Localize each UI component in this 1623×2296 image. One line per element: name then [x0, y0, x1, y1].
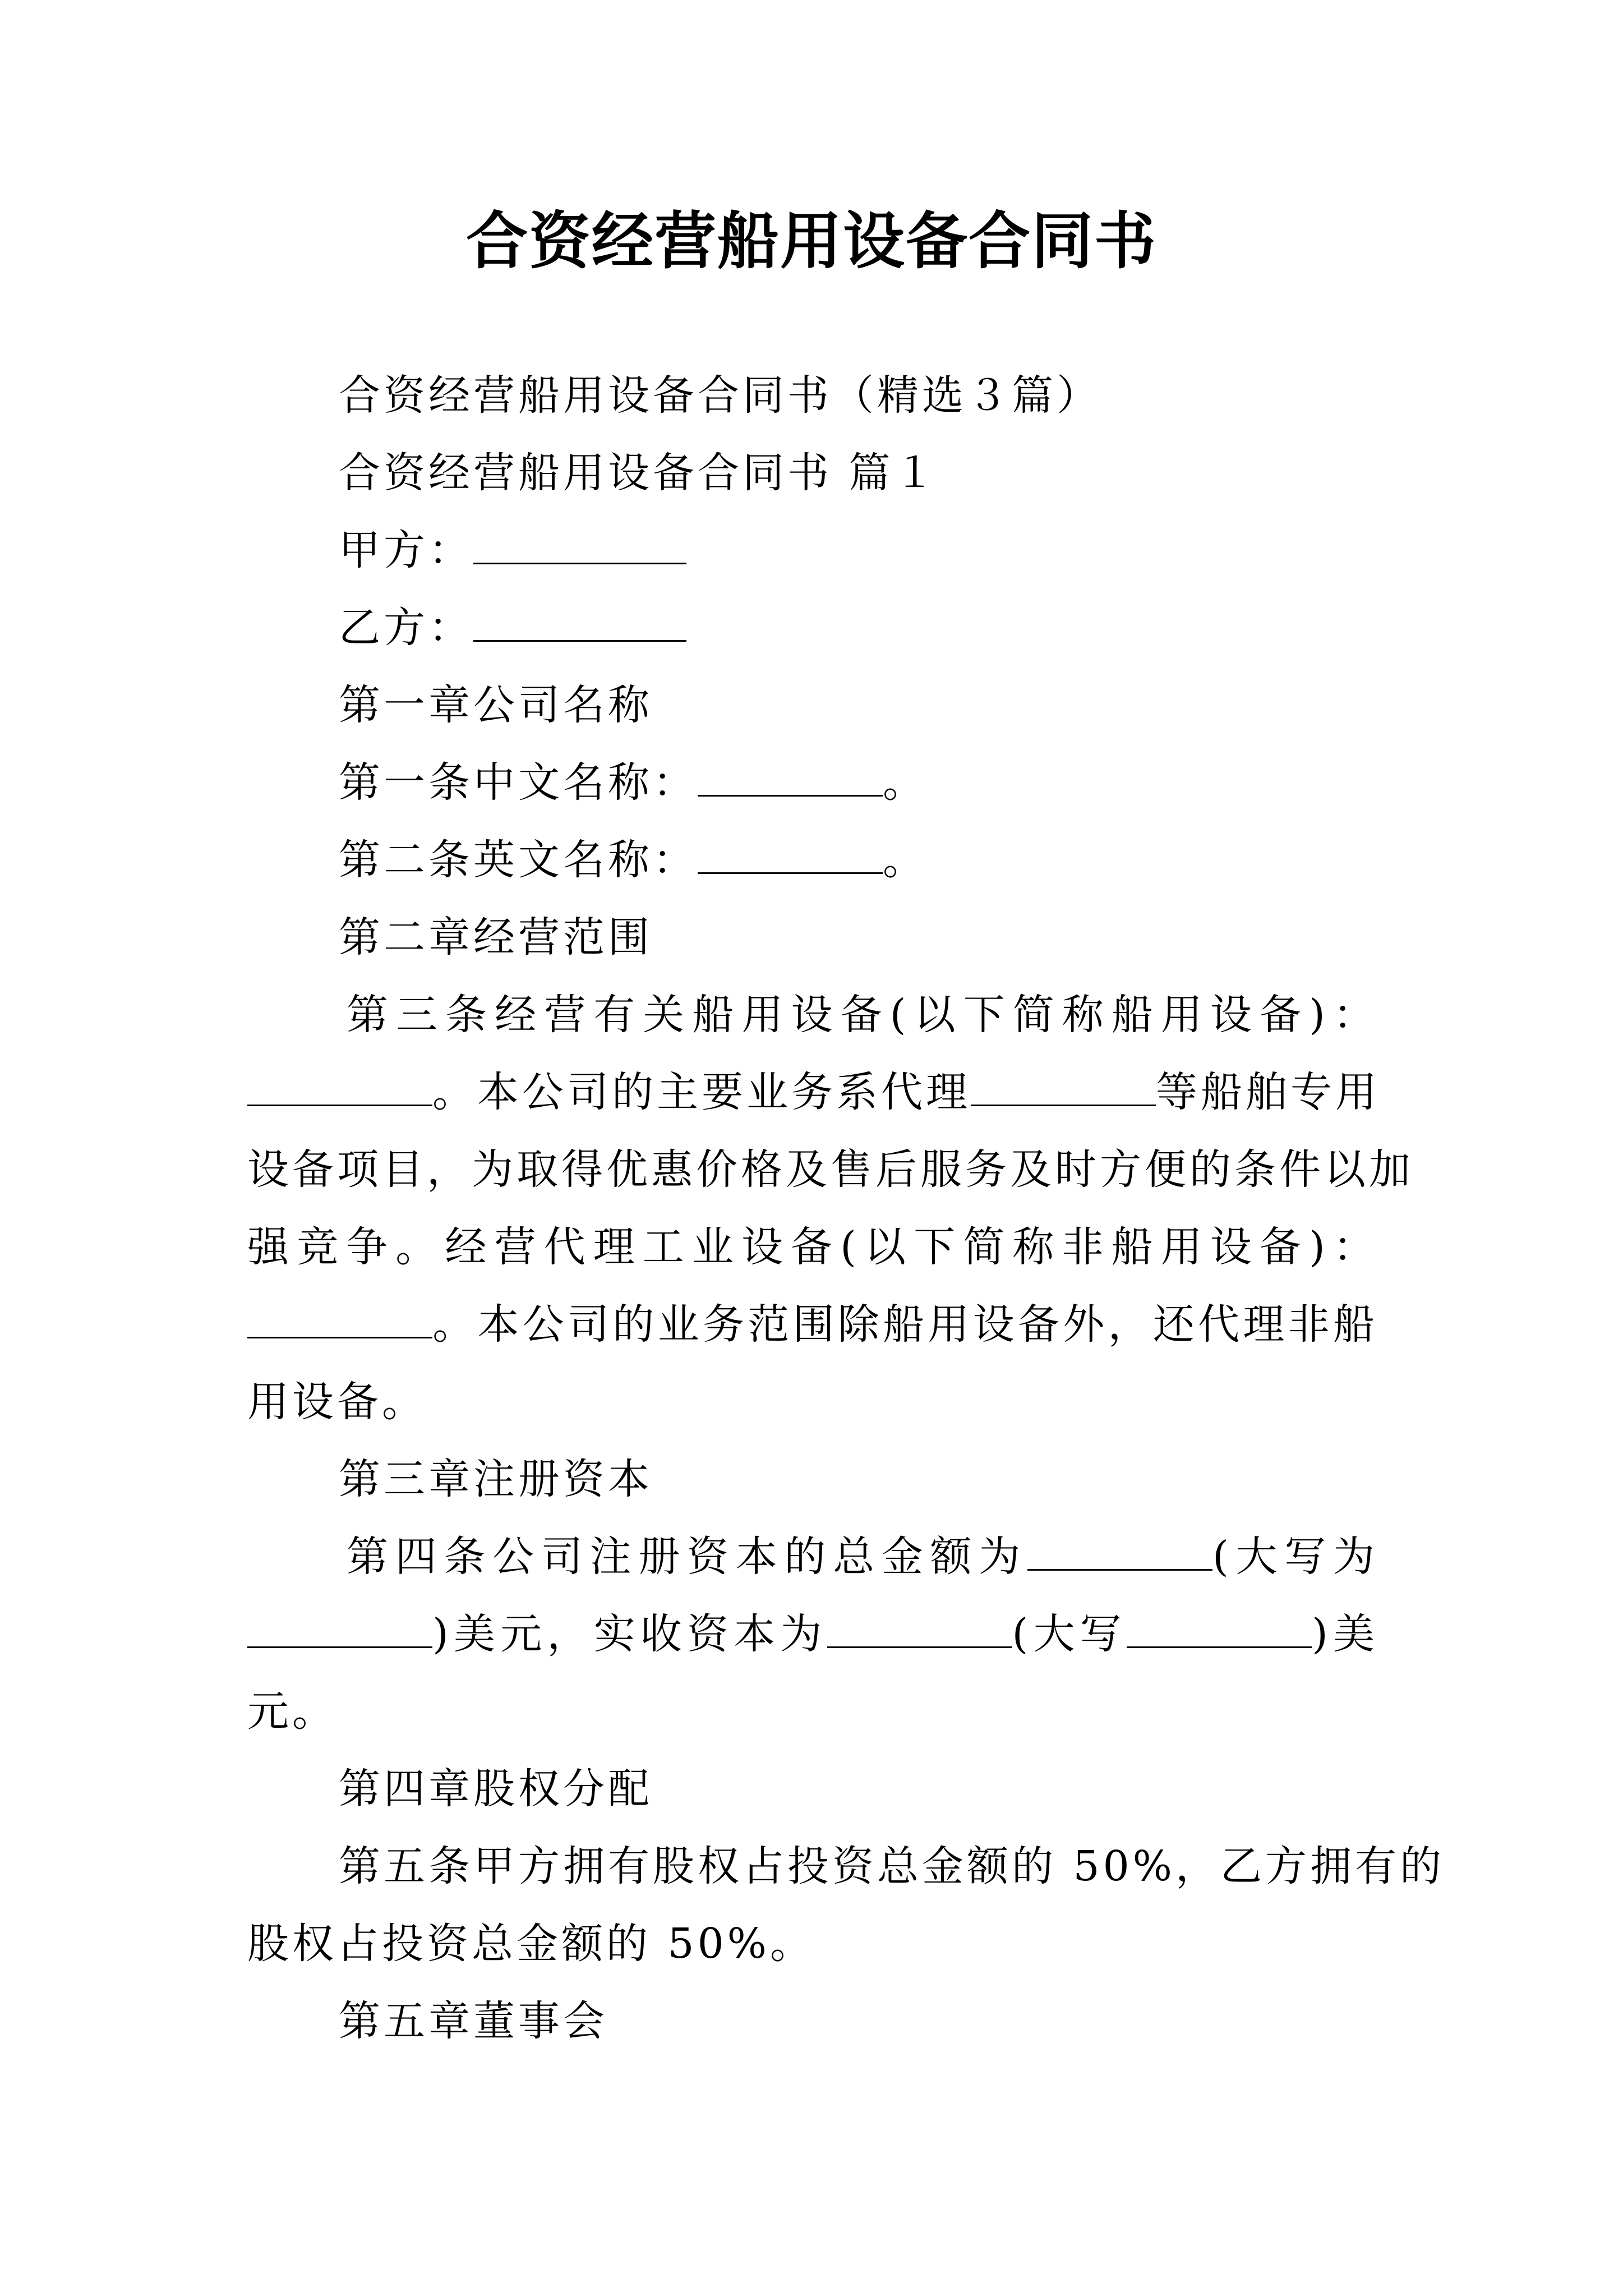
article-text: 第一条中文名称： — [339, 758, 698, 807]
paragraph-line: 第五条甲方拥有股权占投资总金额的 50%，乙方拥有的 — [339, 1842, 1445, 1890]
paragraph-line: 用设备。 — [247, 1378, 427, 1426]
paragraph-line: 设备项目，为取得优惠价格及售后服务及时方便的条件以加 — [247, 1145, 1414, 1194]
paragraph-line: 第三条经营有关船用设备(以下简称船用设备)： — [347, 991, 1378, 1039]
document-title: 合资经营船用设备合同书 — [466, 205, 1157, 277]
chapter-heading: 第三章注册资本 — [339, 1455, 653, 1503]
article-line — [339, 829, 928, 891]
party-a-blank — [473, 526, 686, 564]
party-a-line — [339, 519, 686, 581]
party-a-label: 甲方： — [339, 526, 473, 574]
capital-amount-blank — [1027, 1532, 1212, 1571]
article-punct: 。 — [883, 758, 928, 807]
paragraph-text: 。本公司的主要业务系代理 — [432, 1068, 971, 1116]
capital-words-blank — [247, 1609, 432, 1648]
party-b-label: 乙方： — [339, 604, 473, 652]
article-text: 第二条英文名称： — [339, 836, 698, 884]
paragraph-text: (大写 — [1012, 1610, 1127, 1658]
paid-capital-words-blank — [1127, 1609, 1312, 1648]
party-b-line — [339, 597, 686, 659]
chapter-heading: 第一章公司名称 — [339, 681, 653, 729]
paragraph-line — [247, 1294, 1378, 1355]
scope-blank — [247, 1068, 432, 1106]
paragraph-text: 等船舶专用 — [1156, 1068, 1380, 1116]
chapter-heading: 第二章经营范围 — [339, 913, 653, 961]
paragraph-text: 。本公司的业务范围除船用设备外，还代理非船 — [432, 1300, 1378, 1349]
agency-blank — [971, 1068, 1156, 1106]
non-marine-blank — [247, 1300, 432, 1338]
paid-capital-blank — [827, 1609, 1012, 1648]
english-name-blank — [698, 835, 883, 874]
paragraph-text: 第四条公司注册资本的总金额为 — [347, 1533, 1027, 1581]
paragraph-line — [347, 1526, 1378, 1588]
paragraph-line — [247, 1603, 1378, 1665]
chapter-heading: 第四章股权分配 — [339, 1765, 653, 1813]
article-punct: 。 — [883, 836, 928, 884]
chinese-name-blank — [698, 758, 883, 797]
paragraph-line — [247, 1061, 1378, 1123]
party-b-blank — [473, 603, 686, 642]
paragraph-text: (大写为 — [1212, 1533, 1378, 1581]
part-heading: 合资经营船用设备合同书 篇１ — [339, 449, 939, 497]
paragraph-line: 强竞争。经营代理工业设备(以下简称非船用设备)： — [247, 1223, 1378, 1271]
paragraph-line: 元。 — [247, 1687, 337, 1736]
subtitle-line: 合资经营船用设备合同书（精选３篇） — [339, 371, 1101, 420]
paragraph-text: )美 — [1311, 1610, 1378, 1658]
paragraph-text: )美元，实收资本为 — [432, 1610, 827, 1658]
chapter-heading: 第五章董事会 — [339, 1997, 608, 2045]
article-line — [339, 752, 928, 813]
paragraph-line: 股权占投资总金额的 50%。 — [247, 1920, 815, 1968]
